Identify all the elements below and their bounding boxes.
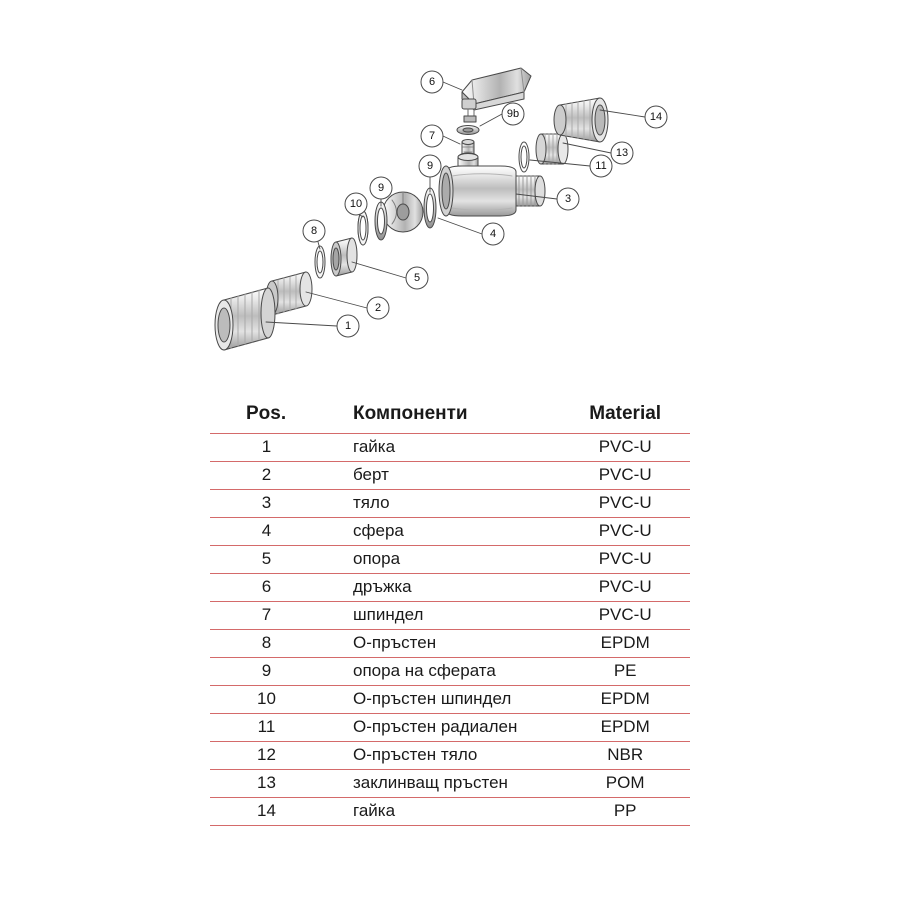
callout-label-8: 8 xyxy=(310,225,318,237)
header-material: Material xyxy=(560,400,690,434)
part-clinching-ring xyxy=(536,134,568,164)
cell-component: заклинващ пръстен xyxy=(323,770,560,798)
callout-label-12: 11 xyxy=(595,160,607,172)
cell-pos: 13 xyxy=(210,770,323,798)
cell-material: NBR xyxy=(560,742,690,770)
cell-material: PVC-U xyxy=(560,518,690,546)
part-oring-radial xyxy=(358,211,368,245)
callout-label-11: 10 xyxy=(349,198,363,210)
table-row xyxy=(210,574,690,602)
cell-material: PVC-U xyxy=(560,546,690,574)
table-row xyxy=(210,602,690,630)
cell-component: О-пръстен шпиндел xyxy=(323,686,560,714)
callout-label-6: 6 xyxy=(428,76,436,88)
cell-pos: 4 xyxy=(210,518,323,546)
cell-component: гайка xyxy=(323,434,560,462)
cell-pos: 11 xyxy=(210,714,323,742)
cell-component: дръжка xyxy=(323,574,560,602)
cell-pos: 14 xyxy=(210,798,323,826)
header-pos: Pos. xyxy=(210,400,323,434)
cell-pos: 5 xyxy=(210,546,323,574)
table-row xyxy=(210,686,690,714)
part-nut-pvc xyxy=(215,288,275,350)
callout-label-13: 13 xyxy=(615,147,629,159)
cell-material: PVC-U xyxy=(560,574,690,602)
part-support xyxy=(331,238,357,276)
cell-component: О-пръстен xyxy=(323,630,560,658)
callout-label-9-upper: 9 xyxy=(426,160,434,172)
cell-material: EPDM xyxy=(560,630,690,658)
callout-label-9-lower: 9 xyxy=(377,182,385,194)
callout-label-1: 1 xyxy=(344,320,352,332)
cell-pos: 7 xyxy=(210,602,323,630)
cell-material: PE xyxy=(560,658,690,686)
callout-label-10: 9b xyxy=(506,108,520,120)
callout-label-7: 7 xyxy=(428,130,436,142)
cell-pos: 10 xyxy=(210,686,323,714)
part-ball xyxy=(383,192,423,232)
callout-label-2: 2 xyxy=(374,302,382,314)
cell-component: опора xyxy=(323,546,560,574)
cell-material: PVC-U xyxy=(560,434,690,462)
cell-material: POM xyxy=(560,770,690,798)
table-header-row xyxy=(210,400,690,434)
callout-label-4: 4 xyxy=(489,228,497,240)
header-component: Компоненти xyxy=(323,400,560,434)
cell-component: опора на сферата xyxy=(323,658,560,686)
cell-pos: 1 xyxy=(210,434,323,462)
cell-pos: 3 xyxy=(210,490,323,518)
cell-component: шпиндел xyxy=(323,602,560,630)
part-oring-spindle xyxy=(457,126,479,135)
cell-component: сфера xyxy=(323,518,560,546)
table-row xyxy=(210,742,690,770)
callout-label-3: 3 xyxy=(564,193,572,205)
cell-material: PVC-U xyxy=(560,602,690,630)
cell-material: EPDM xyxy=(560,686,690,714)
cell-component: гайка xyxy=(323,798,560,826)
cell-pos: 12 xyxy=(210,742,323,770)
callout-label-5: 5 xyxy=(413,272,421,284)
part-nut-pp xyxy=(554,98,608,142)
exploded-assembly-drawing xyxy=(0,0,900,390)
cell-pos: 8 xyxy=(210,630,323,658)
table-row xyxy=(210,798,690,826)
cell-component: берт xyxy=(323,462,560,490)
cell-component: тяло xyxy=(323,490,560,518)
cell-material: EPDM xyxy=(560,714,690,742)
table-row xyxy=(210,770,690,798)
cell-pos: 9 xyxy=(210,658,323,686)
table-row xyxy=(210,462,690,490)
table-row xyxy=(210,546,690,574)
part-ball-seat-b xyxy=(375,202,387,240)
cell-pos: 2 xyxy=(210,462,323,490)
cell-material: PP xyxy=(560,798,690,826)
part-oring-body xyxy=(519,142,529,172)
table-row xyxy=(210,490,690,518)
callout-label-14: 14 xyxy=(649,111,663,123)
table-row xyxy=(210,518,690,546)
cell-component: О-пръстен радиален xyxy=(323,714,560,742)
table-row xyxy=(210,658,690,686)
part-oring-epdm xyxy=(315,246,325,278)
cell-pos: 6 xyxy=(210,574,323,602)
cell-component: О-пръстен тяло xyxy=(323,742,560,770)
cell-material: PVC-U xyxy=(560,462,690,490)
cell-material: PVC-U xyxy=(560,490,690,518)
table-row xyxy=(210,630,690,658)
table-row xyxy=(210,434,690,462)
part-ball-seat-a xyxy=(424,188,436,228)
table-row xyxy=(210,714,690,742)
parts-list-table xyxy=(210,400,690,826)
